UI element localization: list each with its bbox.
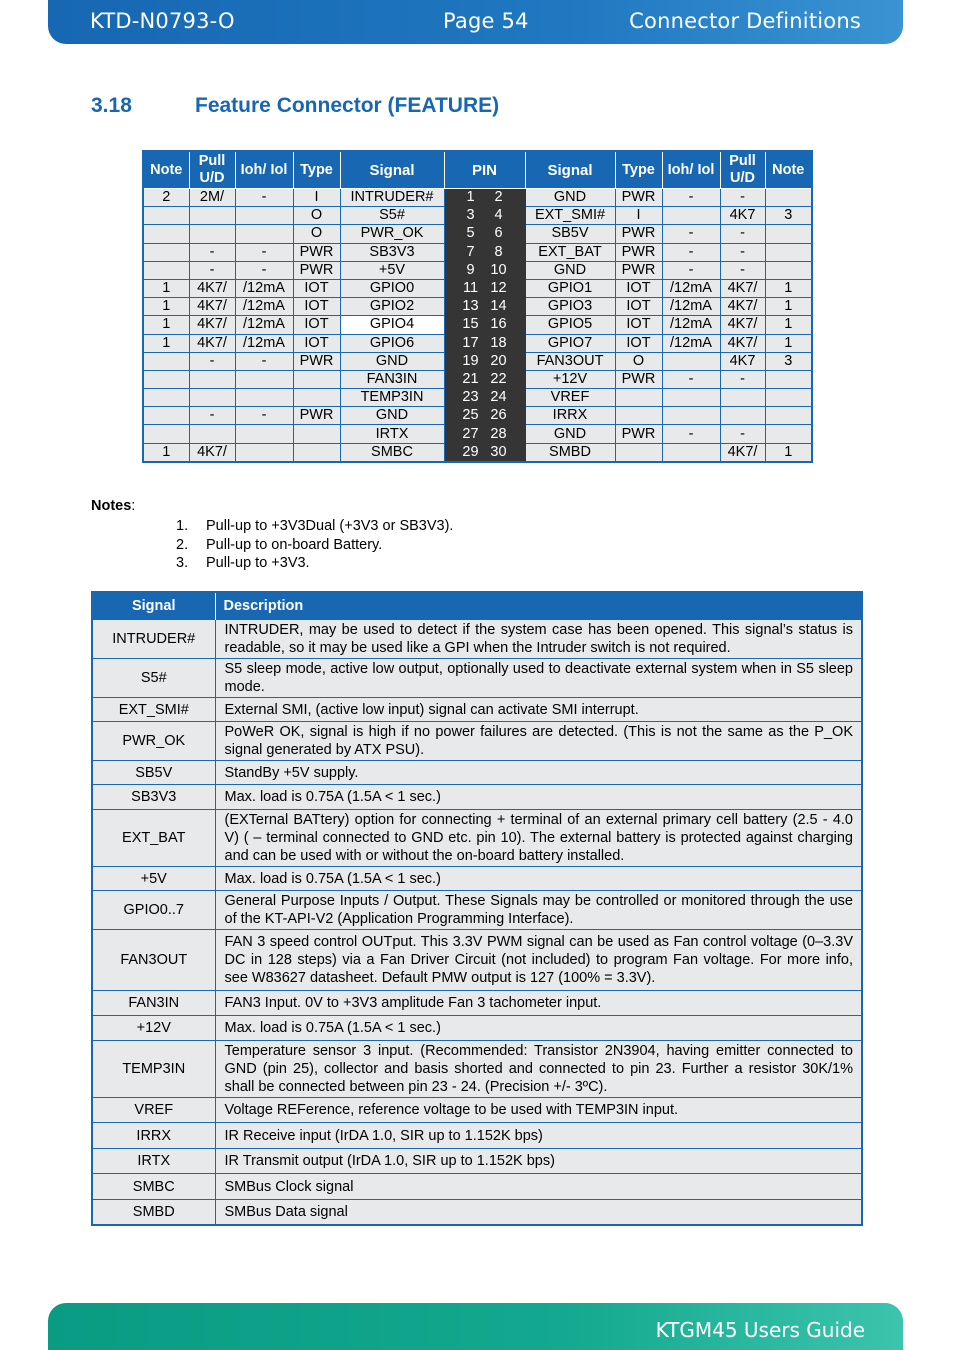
table-cell: PWR bbox=[615, 189, 662, 207]
table-cell: PWR bbox=[615, 425, 662, 443]
table-cell: EXT_BAT bbox=[525, 243, 615, 261]
pin-number: 8 bbox=[494, 243, 503, 260]
table-cell: IOT bbox=[293, 316, 340, 334]
table-cell bbox=[143, 207, 189, 225]
table-cell: PWR bbox=[615, 243, 662, 261]
table-cell: /12mA bbox=[235, 298, 293, 316]
signal-description: General Purpose Inputs / Output. These Signals may be controlled or monitored through the use of the KT-API-V2 (Application Programming Interface). bbox=[215, 891, 862, 930]
signal-name: PWR_OK bbox=[92, 722, 215, 761]
table-cell bbox=[189, 370, 235, 388]
table-cell bbox=[662, 207, 720, 225]
table-row bbox=[92, 1123, 862, 1149]
table-cell bbox=[293, 443, 340, 462]
pin-number: 26 bbox=[490, 407, 507, 424]
table-cell: - bbox=[189, 243, 235, 261]
signal-description: StandBy +5V supply. bbox=[215, 761, 862, 785]
table-cell: GPIO0 bbox=[340, 279, 444, 297]
table-cell bbox=[765, 225, 812, 243]
table-cell: - bbox=[720, 261, 765, 279]
col-header: Type bbox=[293, 151, 340, 189]
table-row bbox=[143, 279, 812, 297]
table-row bbox=[143, 352, 812, 370]
pin-number: 5 bbox=[466, 225, 475, 242]
signal-description: Temperature sensor 3 input. (Recommended: Transistor 2N3904, having emitter connected to GND (pin 25), collector and basis shorted and connected to pin 23. Further a resistor 30K/1% shall be connected between pin 23 - 24. (Precision +/- 3ºC). bbox=[215, 1041, 862, 1098]
table-row bbox=[143, 334, 812, 352]
table-row bbox=[92, 810, 862, 867]
table-cell: IOT bbox=[293, 279, 340, 297]
table-cell: VREF bbox=[525, 389, 615, 407]
signal-name: VREF bbox=[92, 1098, 215, 1123]
pin-number: 15 bbox=[462, 316, 479, 333]
table-cell: IRTX bbox=[340, 425, 444, 443]
table-cell: PWR bbox=[293, 352, 340, 370]
table-cell: 4K7/ bbox=[189, 443, 235, 462]
table-row bbox=[92, 1098, 862, 1123]
signal-name: +5V bbox=[92, 867, 215, 891]
signal-name: +12V bbox=[92, 1016, 215, 1041]
table-cell: /12mA bbox=[235, 334, 293, 352]
section-title: Feature Connector (FEATURE) bbox=[195, 94, 500, 117]
table-cell bbox=[143, 370, 189, 388]
table-cell: 4K7/ bbox=[189, 279, 235, 297]
pinout-table bbox=[142, 150, 813, 463]
table-cell: 3 bbox=[765, 207, 812, 225]
table-cell: 1 bbox=[143, 298, 189, 316]
signal-name: EXT_BAT bbox=[92, 810, 215, 867]
table-cell: /12mA bbox=[662, 316, 720, 334]
footer-title: KTGM45 Users Guide bbox=[655, 1318, 865, 1342]
col-header: PIN bbox=[444, 151, 525, 189]
table-cell bbox=[765, 243, 812, 261]
pin-pair-cell bbox=[444, 298, 525, 316]
table-cell: GND bbox=[340, 352, 444, 370]
signal-name: FAN3OUT bbox=[92, 930, 215, 991]
table-cell: 4K7/ bbox=[720, 279, 765, 297]
table-cell bbox=[143, 352, 189, 370]
table-cell: GPIO6 bbox=[340, 334, 444, 352]
table-cell: /12mA bbox=[662, 279, 720, 297]
page-footer bbox=[48, 1303, 903, 1350]
table-cell: I bbox=[293, 189, 340, 207]
pin-pair-cell bbox=[444, 334, 525, 352]
pin-number: 24 bbox=[490, 389, 507, 406]
table-cell bbox=[143, 261, 189, 279]
page-number: Page 54 bbox=[443, 9, 529, 33]
signal-description: Max. load is 0.75A (1.5A < 1 sec.) bbox=[215, 1016, 862, 1041]
table-cell: IOT bbox=[293, 298, 340, 316]
table-cell: - bbox=[662, 243, 720, 261]
table-cell: 4K7/ bbox=[720, 443, 765, 462]
section-name: Connector Definitions bbox=[629, 9, 861, 33]
table-row bbox=[143, 389, 812, 407]
table-cell: PWR bbox=[293, 243, 340, 261]
pin-number: 13 bbox=[462, 298, 479, 315]
col-header: Signal bbox=[92, 592, 215, 620]
table-cell: - bbox=[662, 189, 720, 207]
signal-name: SMBC bbox=[92, 1174, 215, 1200]
table-row bbox=[92, 1016, 862, 1041]
table-row bbox=[143, 189, 812, 207]
pin-pair-cell bbox=[444, 316, 525, 334]
table-cell bbox=[662, 407, 720, 425]
pin-number: 30 bbox=[490, 443, 507, 460]
table-cell: 1 bbox=[765, 279, 812, 297]
col-header: Ioh/ Iol bbox=[235, 151, 293, 189]
table-cell: IOT bbox=[615, 334, 662, 352]
pin-pair-cell bbox=[444, 279, 525, 297]
table-cell: +5V bbox=[340, 261, 444, 279]
notes-label: Notes: bbox=[91, 498, 136, 514]
pin-number: 7 bbox=[466, 243, 475, 260]
table-cell: SB5V bbox=[525, 225, 615, 243]
table-cell: /12mA bbox=[235, 316, 293, 334]
note-item: 3. Pull-up to +3V3. bbox=[176, 555, 310, 571]
table-row bbox=[143, 425, 812, 443]
table-cell: 4K7 bbox=[720, 207, 765, 225]
table-cell: 4K7/ bbox=[720, 298, 765, 316]
table-row bbox=[143, 243, 812, 261]
table-cell: GPIO2 bbox=[340, 298, 444, 316]
col-header: Signal bbox=[525, 151, 615, 189]
pin-number: 20 bbox=[490, 352, 507, 369]
pin-pair-cell bbox=[444, 261, 525, 279]
table-cell bbox=[720, 407, 765, 425]
table-cell: - bbox=[189, 407, 235, 425]
pin-number: 16 bbox=[490, 316, 507, 333]
table-row bbox=[143, 261, 812, 279]
pin-number: 1 bbox=[466, 189, 475, 206]
table-cell: GPIO7 bbox=[525, 334, 615, 352]
table-cell: 4K7 bbox=[720, 352, 765, 370]
table-cell: 4K7/ bbox=[189, 316, 235, 334]
table-cell: 2 bbox=[143, 189, 189, 207]
pinout-header-row bbox=[143, 151, 812, 189]
table-cell bbox=[615, 389, 662, 407]
table-cell bbox=[143, 389, 189, 407]
pin-number: 10 bbox=[490, 261, 507, 278]
table-cell bbox=[189, 225, 235, 243]
table-row bbox=[92, 930, 862, 991]
pin-number: 25 bbox=[462, 407, 479, 424]
table-cell: - bbox=[662, 370, 720, 388]
table-row bbox=[143, 370, 812, 388]
table-cell bbox=[765, 407, 812, 425]
col-header: Note bbox=[143, 151, 189, 189]
table-cell bbox=[235, 389, 293, 407]
table-row bbox=[92, 761, 862, 785]
signal-description: Max. load is 0.75A (1.5A < 1 sec.) bbox=[215, 785, 862, 810]
table-cell: INTRUDER# bbox=[340, 189, 444, 207]
table-cell: 3 bbox=[765, 352, 812, 370]
table-cell: O bbox=[293, 225, 340, 243]
table-cell: IOT bbox=[615, 279, 662, 297]
table-row bbox=[92, 867, 862, 891]
pin-number: 28 bbox=[490, 425, 507, 442]
col-header: Ioh/ Iol bbox=[662, 151, 720, 189]
pin-number: 11 bbox=[462, 280, 479, 297]
table-cell: 1 bbox=[765, 334, 812, 352]
pin-number: 4 bbox=[494, 207, 503, 224]
table-row bbox=[143, 407, 812, 425]
col-header: Note bbox=[765, 151, 812, 189]
table-cell: - bbox=[235, 261, 293, 279]
table-cell: - bbox=[720, 370, 765, 388]
pin-pair-cell bbox=[444, 389, 525, 407]
pin-number: 14 bbox=[490, 298, 507, 315]
table-cell: IOT bbox=[293, 334, 340, 352]
table-cell: GND bbox=[525, 425, 615, 443]
table-row bbox=[143, 298, 812, 316]
notes-list bbox=[176, 517, 453, 573]
table-cell: +12V bbox=[525, 370, 615, 388]
table-cell bbox=[143, 243, 189, 261]
signal-description: PoWeR OK, signal is high if no power failures are detected. (This is not the same as the P_OK signal generated by ATX PSU). bbox=[215, 722, 862, 761]
table-cell: GPIO1 bbox=[525, 279, 615, 297]
pin-pair-cell bbox=[444, 443, 525, 462]
table-cell bbox=[662, 352, 720, 370]
table-cell bbox=[662, 389, 720, 407]
pin-number: 12 bbox=[490, 280, 507, 297]
page-header bbox=[48, 0, 903, 44]
table-cell: 1 bbox=[143, 316, 189, 334]
table-cell: PWR bbox=[615, 225, 662, 243]
table-cell bbox=[235, 425, 293, 443]
section-number: 3.18 bbox=[91, 94, 132, 117]
table-cell: 1 bbox=[765, 443, 812, 462]
section-heading bbox=[91, 94, 499, 118]
table-row bbox=[92, 698, 862, 722]
table-cell: /12mA bbox=[662, 334, 720, 352]
signal-description: Voltage REFerence, reference voltage to be used with TEMP3IN input. bbox=[215, 1098, 862, 1123]
table-row bbox=[143, 443, 812, 462]
pin-pair-cell bbox=[444, 189, 525, 207]
pin-pair-cell bbox=[444, 207, 525, 225]
table-cell bbox=[765, 389, 812, 407]
pin-number: 22 bbox=[490, 370, 507, 387]
doc-id: KTD-N0793-O bbox=[90, 9, 235, 33]
table-cell: PWR bbox=[615, 370, 662, 388]
pin-number: 27 bbox=[462, 425, 479, 442]
signal-description: SMBus Data signal bbox=[215, 1200, 862, 1225]
pin-pair-cell bbox=[444, 352, 525, 370]
table-cell: GPIO5 bbox=[525, 316, 615, 334]
table-cell bbox=[293, 389, 340, 407]
table-cell: 1 bbox=[143, 443, 189, 462]
col-header: Signal bbox=[340, 151, 444, 189]
pin-number: 19 bbox=[462, 352, 479, 369]
table-cell: TEMP3IN bbox=[340, 389, 444, 407]
pin-pair-cell bbox=[444, 407, 525, 425]
table-cell: - bbox=[662, 425, 720, 443]
table-cell: IRRX bbox=[525, 407, 615, 425]
signal-name: IRTX bbox=[92, 1149, 215, 1174]
table-cell: - bbox=[720, 243, 765, 261]
table-cell: GND bbox=[525, 261, 615, 279]
table-row bbox=[92, 991, 862, 1016]
table-cell bbox=[765, 189, 812, 207]
table-row bbox=[143, 225, 812, 243]
table-cell: O bbox=[293, 207, 340, 225]
table-cell: - bbox=[662, 225, 720, 243]
signal-description-table bbox=[91, 591, 863, 1226]
pin-number: 3 bbox=[466, 207, 475, 224]
table-row bbox=[143, 316, 812, 334]
pin-pair-cell bbox=[444, 225, 525, 243]
table-cell: SMBD bbox=[525, 443, 615, 462]
signal-name: FAN3IN bbox=[92, 991, 215, 1016]
table-cell: 4K7/ bbox=[189, 298, 235, 316]
signal-description: INTRUDER, may be used to detect if the system case has been opened. This signal’s status is readable, so it may be used like a GPI when the Intruder switch is not required. bbox=[215, 620, 862, 659]
signal-name: SB5V bbox=[92, 761, 215, 785]
table-cell: - bbox=[189, 261, 235, 279]
signal-name: S5# bbox=[92, 659, 215, 698]
table-cell bbox=[615, 407, 662, 425]
col-header: Description bbox=[215, 592, 862, 620]
table-row bbox=[92, 1200, 862, 1225]
signal-description: FAN3 Input. 0V to +3V3 amplitude Fan 3 tachometer input. bbox=[215, 991, 862, 1016]
signal-name: INTRUDER# bbox=[92, 620, 215, 659]
table-cell bbox=[293, 425, 340, 443]
table-cell: IOT bbox=[615, 298, 662, 316]
table-cell: 1 bbox=[143, 279, 189, 297]
signal-description: IR Transmit output (IrDA 1.0, SIR up to 1.152K bps) bbox=[215, 1149, 862, 1174]
table-cell bbox=[143, 425, 189, 443]
table-cell: FAN3IN bbox=[340, 370, 444, 388]
table-cell: - bbox=[720, 225, 765, 243]
pin-number: 29 bbox=[462, 443, 479, 460]
table-cell bbox=[189, 207, 235, 225]
table-row bbox=[92, 891, 862, 930]
table-cell bbox=[235, 370, 293, 388]
table-cell: 4K7/ bbox=[720, 316, 765, 334]
table-cell bbox=[662, 443, 720, 462]
table-cell bbox=[765, 261, 812, 279]
pin-pair-cell bbox=[444, 370, 525, 388]
table-cell: GPIO3 bbox=[525, 298, 615, 316]
table-cell: - bbox=[720, 425, 765, 443]
table-cell: - bbox=[662, 261, 720, 279]
table-cell: - bbox=[235, 407, 293, 425]
signal-description: S5 sleep mode, active low output, optionally used to deactivate external system when in S5 sleep mode. bbox=[215, 659, 862, 698]
table-row bbox=[143, 207, 812, 225]
signal-description: FAN 3 speed control OUTput. This 3.3V PWM signal can be used as Fan control voltage (0–3.3V DC in 128 steps) via a Fan Driver Circuit (not included) to program Fan voltage. For more info, see W83627 datasheet. Default PMW output is 127 (100% = 3.3V). bbox=[215, 930, 862, 991]
col-header: Type bbox=[615, 151, 662, 189]
pin-number: 17 bbox=[462, 334, 479, 351]
table-cell bbox=[189, 389, 235, 407]
table-row bbox=[92, 1041, 862, 1098]
table-cell: PWR_OK bbox=[340, 225, 444, 243]
table-cell: O bbox=[615, 352, 662, 370]
table-cell: - bbox=[235, 189, 293, 207]
table-cell: PWR bbox=[615, 261, 662, 279]
table-cell: 1 bbox=[143, 334, 189, 352]
table-cell: PWR bbox=[293, 261, 340, 279]
table-cell bbox=[143, 407, 189, 425]
table-cell bbox=[235, 443, 293, 462]
table-cell: 1 bbox=[765, 316, 812, 334]
table-cell: - bbox=[189, 352, 235, 370]
table-cell: - bbox=[235, 352, 293, 370]
table-cell: I bbox=[615, 207, 662, 225]
table-cell: SB3V3 bbox=[340, 243, 444, 261]
signal-description: SMBus Clock signal bbox=[215, 1174, 862, 1200]
table-cell bbox=[293, 370, 340, 388]
signal-description: External SMI, (active low input) signal can activate SMI interrupt. bbox=[215, 698, 862, 722]
pin-number: 2 bbox=[494, 189, 503, 206]
table-cell: GND bbox=[340, 407, 444, 425]
table-row bbox=[92, 1149, 862, 1174]
table-cell bbox=[235, 207, 293, 225]
col-header: Pull U/D bbox=[720, 151, 765, 189]
table-row bbox=[92, 722, 862, 761]
col-header: Pull U/D bbox=[189, 151, 235, 189]
table-cell: /12mA bbox=[662, 298, 720, 316]
table-cell: /12mA bbox=[235, 279, 293, 297]
table-cell: - bbox=[235, 243, 293, 261]
pin-number: 9 bbox=[466, 261, 475, 278]
table-cell: 2M/ bbox=[189, 189, 235, 207]
table-row bbox=[92, 1174, 862, 1200]
signal-name: EXT_SMI# bbox=[92, 698, 215, 722]
pin-pair-cell bbox=[444, 243, 525, 261]
signal-description: (EXTernal BATtery) option for connecting + terminal of an external primary cell battery (2.5 - 4.0 V) ( – terminal connected to GND etc. pin 10). The external battery is protected against charging and can be used with or without the on-board battery installed. bbox=[215, 810, 862, 867]
signal-name: SB3V3 bbox=[92, 785, 215, 810]
table-cell: GND bbox=[525, 189, 615, 207]
signal-description: Max. load is 0.75A (1.5A < 1 sec.) bbox=[215, 867, 862, 891]
signal-name: SMBD bbox=[92, 1200, 215, 1225]
table-cell bbox=[189, 425, 235, 443]
table-cell: - bbox=[720, 189, 765, 207]
pin-number: 21 bbox=[462, 370, 479, 387]
signal-name: GPIO0..7 bbox=[92, 891, 215, 930]
table-cell: 1 bbox=[765, 298, 812, 316]
signal-name: IRRX bbox=[92, 1123, 215, 1149]
table-cell bbox=[720, 389, 765, 407]
table-cell bbox=[765, 370, 812, 388]
pin-pair-cell bbox=[444, 425, 525, 443]
table-cell bbox=[765, 425, 812, 443]
signal-description: IR Receive input (IrDA 1.0, SIR up to 1.152K bps) bbox=[215, 1123, 862, 1149]
table-cell: SMBC bbox=[340, 443, 444, 462]
table-row bbox=[92, 659, 862, 698]
table-cell: 4K7/ bbox=[189, 334, 235, 352]
pin-number: 6 bbox=[494, 225, 503, 242]
table-cell bbox=[615, 443, 662, 462]
table-row bbox=[92, 785, 862, 810]
table-cell bbox=[143, 225, 189, 243]
table-cell: GPIO4 bbox=[340, 316, 444, 334]
table-cell: 4K7/ bbox=[720, 334, 765, 352]
table-cell: S5# bbox=[340, 207, 444, 225]
table-cell bbox=[235, 225, 293, 243]
table-cell: IOT bbox=[615, 316, 662, 334]
table-cell: FAN3OUT bbox=[525, 352, 615, 370]
pin-number: 18 bbox=[490, 334, 507, 351]
table-row bbox=[92, 620, 862, 659]
signal-name: TEMP3IN bbox=[92, 1041, 215, 1098]
table-cell: EXT_SMI# bbox=[525, 207, 615, 225]
note-item: 2. Pull-up to on-board Battery. bbox=[176, 536, 383, 553]
note-item: 1. Pull-up to +3V3Dual (+3V3 or SB3V3). bbox=[176, 518, 454, 534]
desc-header-row bbox=[92, 592, 862, 620]
table-cell: PWR bbox=[293, 407, 340, 425]
pin-number: 23 bbox=[462, 389, 479, 406]
